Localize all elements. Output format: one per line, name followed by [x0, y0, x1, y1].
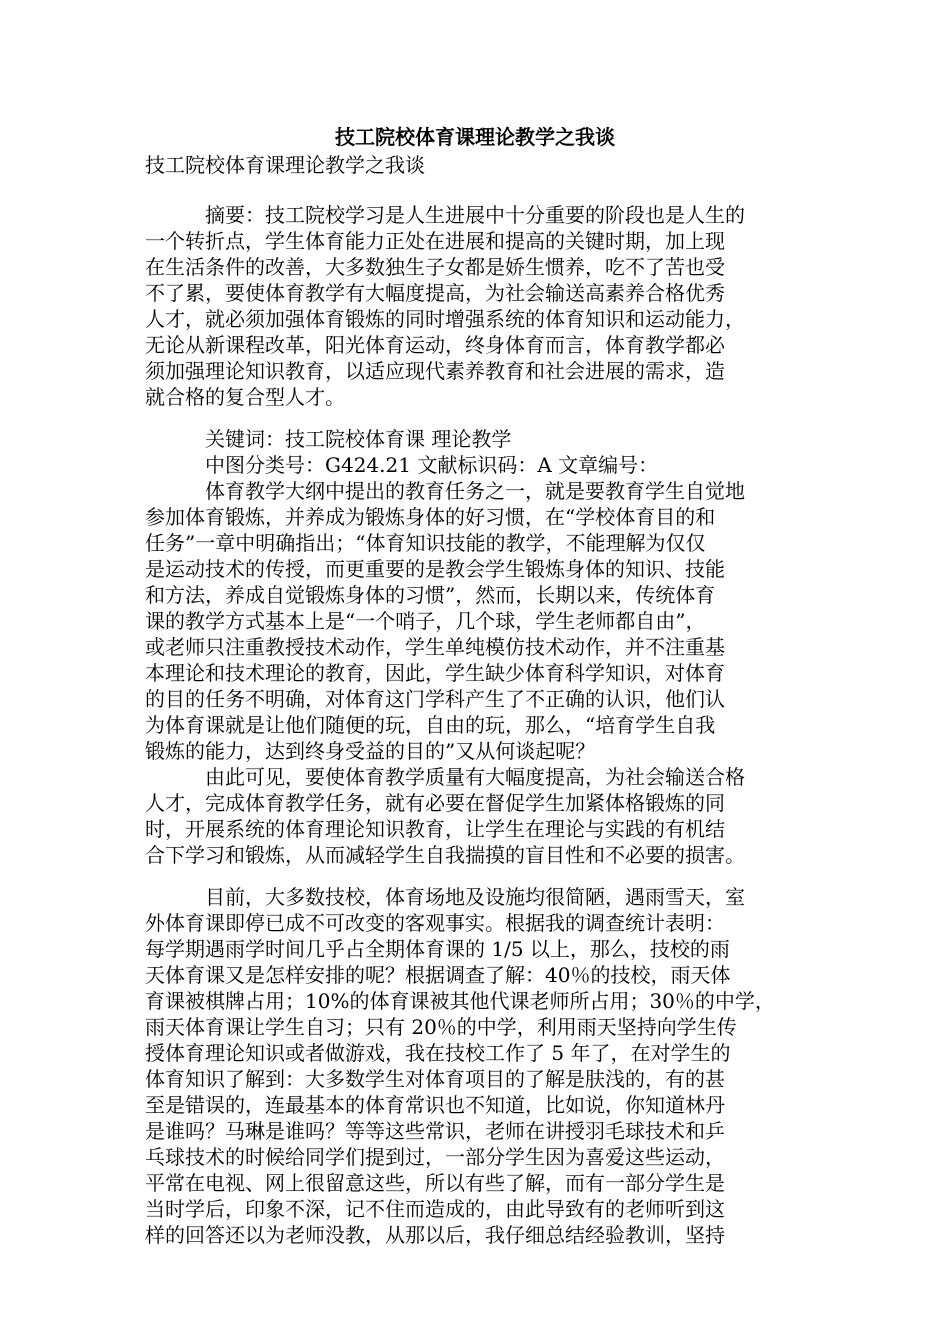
body-line: 是谁吗？马琳是谁吗？等等这些常识，老师在讲授羽毛球技术和乒 — [145, 1119, 725, 1143]
body-line: 人才，完成体育教学任务，就有必要在督促学生加紧体格锻炼的同 — [145, 791, 725, 815]
body-line: 和方法，养成自觉锻炼身体的习惯”，然而，长期以来，传统体育 — [145, 583, 716, 607]
body-line: 平常在电视、网上很留意这些，所以有些了解，而有一部分学生是 — [145, 1171, 725, 1195]
body-line: 外体育课即停已成不可改变的客观事实。根据我的调查统计表明： — [145, 911, 725, 935]
keywords-line: 关键词：技工院校体育课 理论教学 — [145, 427, 512, 451]
body-line: 乓球技术的时候给同学们提到过，一部分学生因为喜爱这些运动， — [145, 1145, 725, 1169]
body-line: 时，开展系统的体育理论知识教育，让学生在理论与实践的有机结 — [145, 817, 725, 841]
body-line: 为体育课就是让他们随便的玩，自由的玩，那么，“培育学生自我 — [145, 713, 716, 737]
body-line: 或老师只注重教授技术动作，学生单纯模仿技术动作，并不注重基 — [145, 635, 725, 659]
body-line: 本理论和技术理论的教育，因此，学生缺少体育科学知识，对体育 — [145, 661, 725, 685]
body-line: 雨天体育课让学生自习；只有 20％的中学，利用雨天坚持向学生传 — [145, 1015, 737, 1039]
body-line: 授体育理论知识或者做游戏，我在技校工作了 5 年了，在对学生的 — [145, 1041, 731, 1065]
body-line: 每学期遇雨学时间几乎占全期体育课的 1/5 以上，那么，技校的雨 — [145, 937, 730, 961]
body-line: 至是错误的，连最基本的体育常识也不知道，比如说，你知道林丹 — [145, 1093, 725, 1117]
body-line: 一个转折点，学生体育能力正处在进展和提高的关键时期，加上现 — [145, 229, 725, 253]
body-line: 由此可见，要使体育教学质量有大幅度提高，为社会输送合格 — [145, 765, 745, 789]
body-line: 任务”一章中明确指出；“体育知识技能的教学，不能理解为仅仅 — [145, 531, 706, 555]
body-line: 参加体育锻炼，并养成为锻炼身体的好习惯，在“学校体育目的和 — [145, 505, 716, 529]
body-line: 体育教学大纲中提出的教育任务之一，就是要教育学生自觉地 — [145, 479, 745, 503]
body-line: 在生活条件的改善，大多数独生子女都是娇生惯养，吃不了苦也受 — [145, 255, 725, 279]
body-line: 合下学习和锻炼，从而减轻学生自我揣摸的盲目性和不必要的损害。 — [145, 843, 745, 867]
body-line: 无论从新课程改革，阳光体育运动，终身体育而言，体育教学都必 — [145, 333, 725, 357]
document-subtitle: 技工院校体育课理论教学之我谈 — [145, 153, 425, 177]
body-line: 的目的任务不明确，对体育这门学科产生了不正确的认识，他们认 — [145, 687, 725, 711]
document-title: 技工院校体育课理论教学之我谈 — [335, 125, 615, 149]
body-line: 摘要：技工院校学习是人生进展中十分重要的阶段也是人生的 — [145, 203, 745, 227]
body-line: 课的教学方式基本上是“一个哨子，几个球，学生老师都自由”， — [145, 609, 706, 633]
body-line: 不了累，要使体育教学有大幅度提高，为社会输送高素养合格优秀 — [145, 281, 725, 305]
body-line: 体育知识了解到：大多数学生对体育项目的了解是肤浅的，有的甚 — [145, 1067, 725, 1091]
body-line: 目前，大多数技校，体育场地及设施均很简陋，遇雨雪天，室 — [145, 885, 745, 909]
body-line: 就合格的复合型人才。 — [145, 385, 345, 409]
body-line: 当时学后，印象不深，记不住而造成的，由此导致有的老师听到这 — [145, 1197, 725, 1221]
body-line: 天体育课又是怎样安排的呢？根据调查了解：40％的技校，雨天体 — [145, 963, 731, 987]
body-line: 须加强理论知识教育，以适应现代素养教育和社会进展的需求，造 — [145, 359, 725, 383]
body-line: 样的回答还以为老师没教，从那以后，我仔细总结经验教训，坚持 — [145, 1223, 725, 1247]
body-line: 是运动技术的传授，而更重要的是教会学生锻炼身体的知识、技能 — [145, 557, 725, 581]
body-line: 育课被棋牌占用；10%的体育课被其他代课老师所占用；30％的中学， — [145, 989, 775, 1013]
body-line: 人才，就必须加强体育锻炼的同时增强系统的体育知识和运动能力， — [145, 307, 745, 331]
body-line: 锻炼的能力，达到终身受益的目的”又从何谈起呢？ — [145, 739, 596, 763]
classification-line: 中图分类号：G424.21 文献标识码：A 文章编号： — [145, 453, 659, 477]
